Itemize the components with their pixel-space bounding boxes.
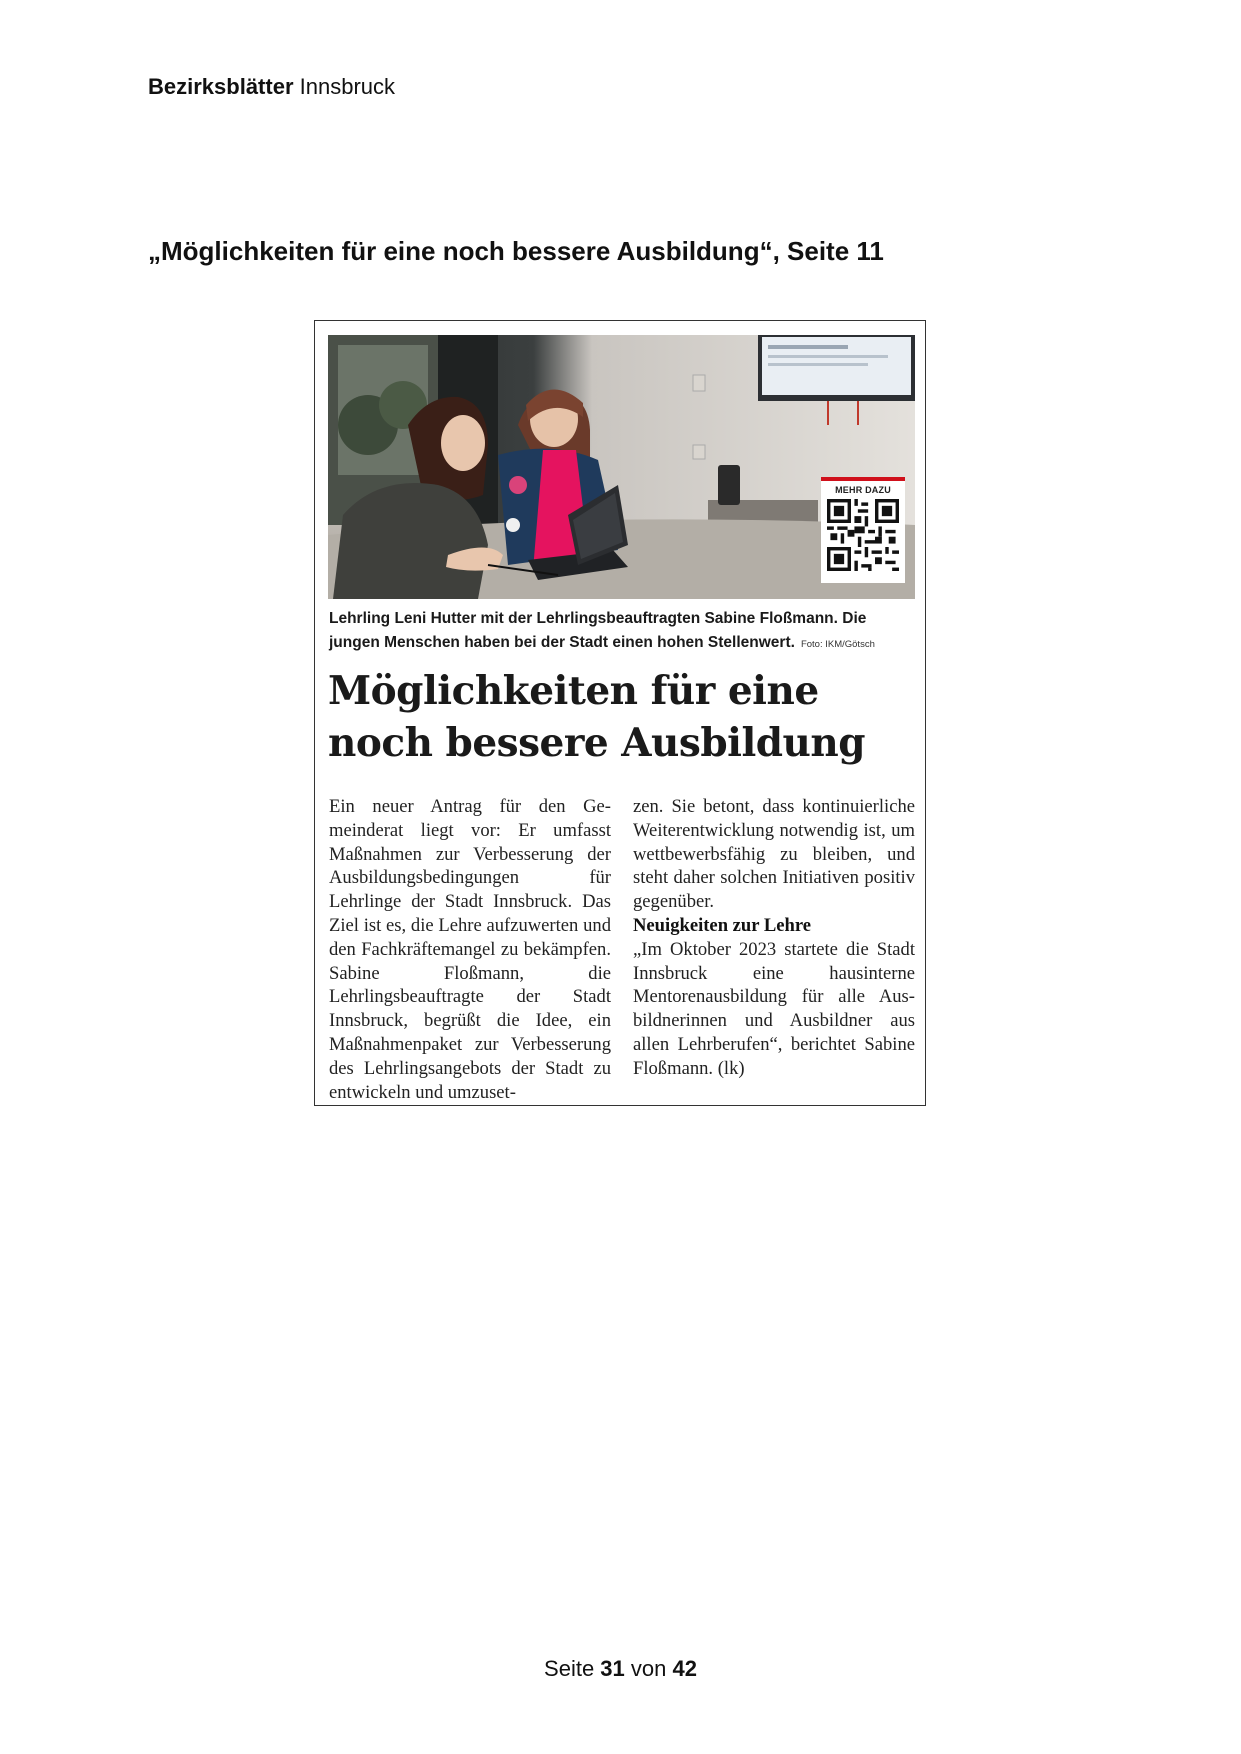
- article-subheading: Neuigkeiten zur Lehre: [633, 914, 812, 936]
- newspaper-clipping: [314, 320, 926, 1106]
- clip-title: „Möglichkeiten für eine noch bessere Ausbildung“, Seite 11: [148, 236, 884, 266]
- footer-middle: von: [624, 1656, 673, 1681]
- caption-text: Lehrling Leni Hutter mit der Lehrlingsbeauftragten Sabine Floßmann. Die jungen Menschen haben bei der Stadt einen hohen Stellenwert.: [329, 610, 867, 651]
- article-column-left: [329, 795, 611, 1104]
- body-paragraph: zen. Sie betont, dass kontinuierliche Weiterentwicklung notwendig ist, um wettbewerbsfähig zu bleiben, und steht daher solchen Initiativen positiv gegenüber.: [633, 796, 915, 913]
- article-headline: Möglichkeiten für eine noch bessere Ausbildung: [328, 668, 866, 766]
- photo-caption: [329, 607, 919, 657]
- body-paragraph: „Im Oktober 2023 startete die Stadt Innsbruck eine hausinterne Mentorenausbildung für alle Ausbildnerinnen und Ausbildner aus allen Lehrberufen“, berichtet Sabine Floßmann. (lk): [633, 938, 915, 1079]
- qr-label: MEHR DAZU: [835, 485, 891, 495]
- total-page-count: 42: [672, 1656, 697, 1681]
- page-footer: [0, 1656, 1241, 1682]
- article-column-right: [633, 795, 915, 1081]
- footer-prefix: Seite: [544, 1656, 601, 1681]
- source-line: [148, 74, 395, 100]
- article-photo: [328, 335, 915, 599]
- photo-credit: Foto: IKM/Götsch: [800, 639, 875, 650]
- qr-code-box[interactable]: [821, 477, 905, 583]
- body-paragraph: Ein neuer Antrag für den Gemeinderat liegt vor: Er umfasst Maßnahmen zur Verbesserung der Ausbildungsbedingungen für Lehrlinge der Stadt Innsbruck. Das Ziel ist es, die Lehre aufzuwerten und den Fachkräftemangel zu bekämpfen. Sabine Floßmann, die Lehrlingsbeauftragte der Stadt Innsbruck, begrüßt die Idee, ein Maßnahmenpaket zur Verbesserung des Lehrlingsangebots der Stadt zu entwickeln und umzuset-: [329, 796, 611, 1103]
- qr-code-icon: [827, 499, 899, 571]
- source-publication: Bezirksblätter: [148, 74, 294, 99]
- source-region: Innsbruck: [293, 74, 396, 99]
- current-page-number: 31: [600, 1656, 625, 1681]
